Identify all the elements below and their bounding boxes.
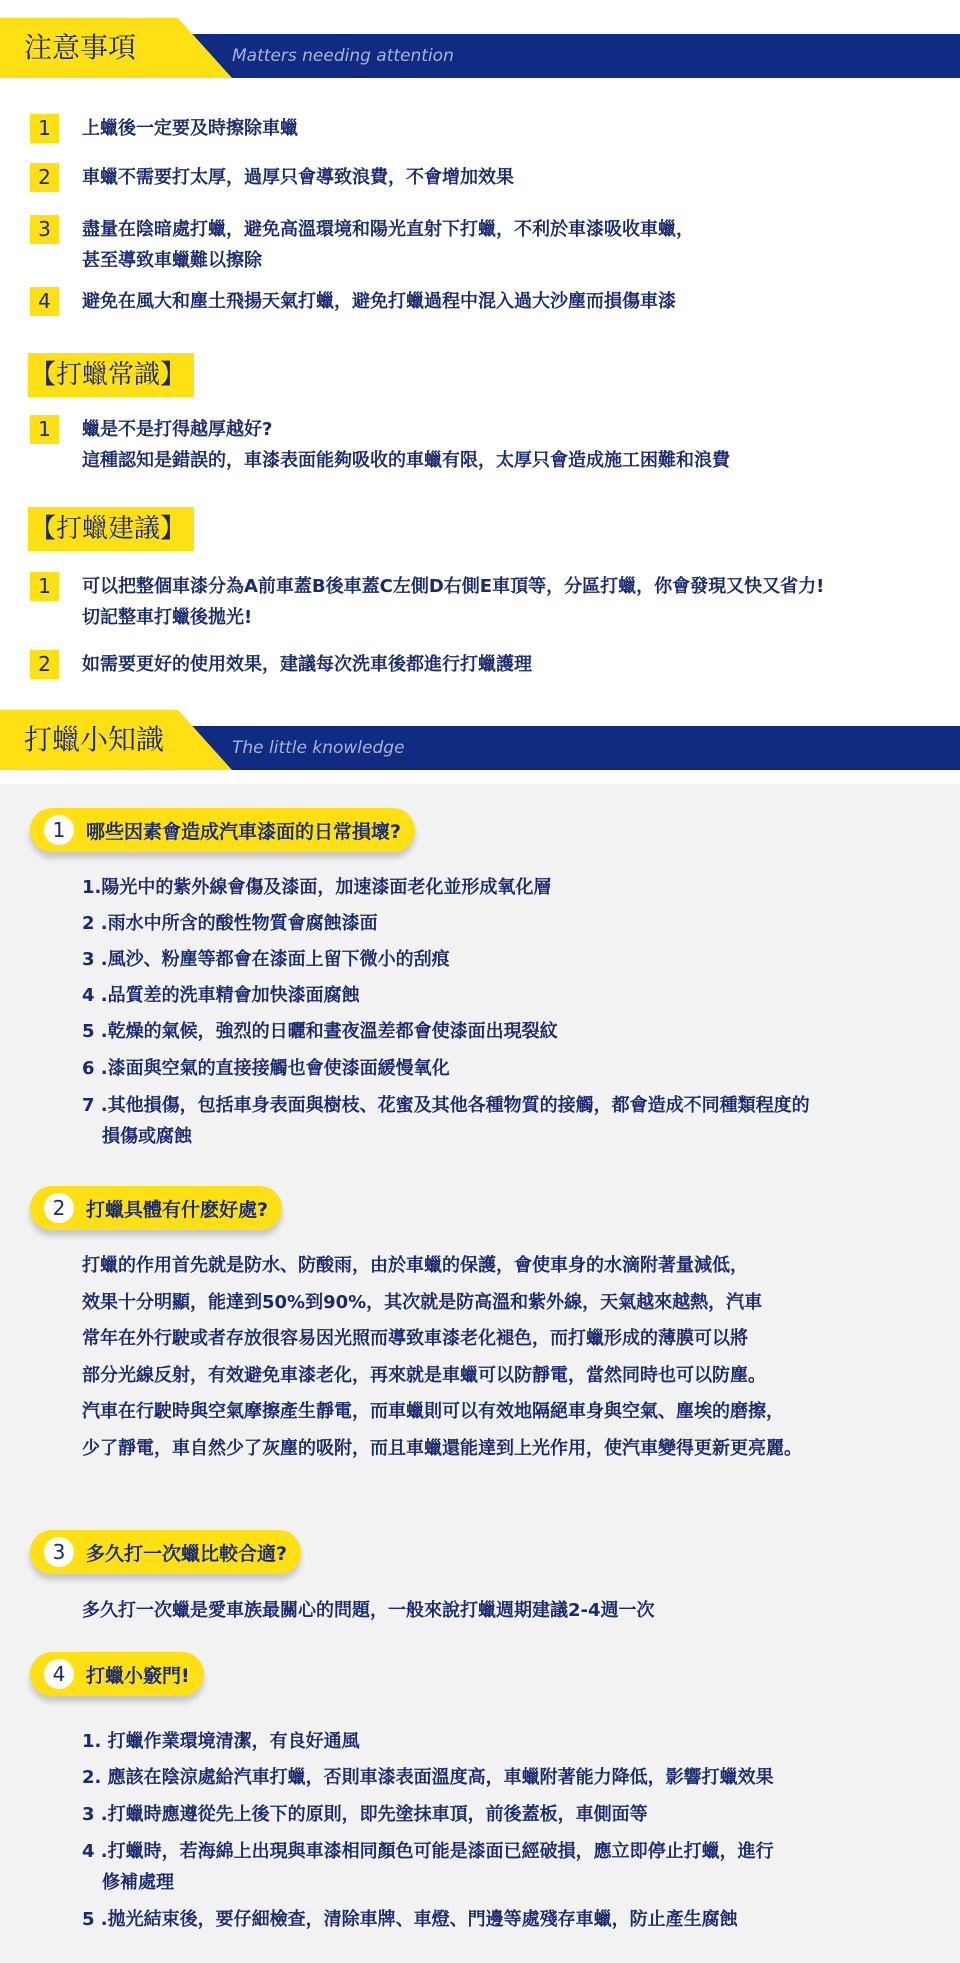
attention-item-3 xyxy=(82,214,952,276)
answer-line: 7 .其他損傷，包括車身表面與樹枝、花蜜及其他各種物質的接觸，都會造成不同種類程度的 xyxy=(82,1095,810,1116)
question-number: 3 xyxy=(44,1537,74,1567)
answer-line: 修補處理 xyxy=(102,1872,174,1893)
question-text: 哪些因素會造成汽車漆面的日常損壞? xyxy=(86,820,402,843)
answer-line: 3 .風沙、粉塵等都會在漆面上留下微小的刮痕 xyxy=(82,949,450,970)
answer-line: 多久打一次蠟是愛車族最關心的問題，一般來說打蠟週期建議2-4週一次 xyxy=(82,1600,655,1621)
answer-line: 2 .雨水中所含的酸性物質會腐蝕漆面 xyxy=(82,913,378,934)
answer-line: 少了靜電，車自然少了灰塵的吸附，而且車蠟還能達到上光作用，使汽車變得更新更亮麗。 xyxy=(82,1437,802,1459)
attention-item-1 xyxy=(82,113,952,144)
section-title: 注意事項 xyxy=(24,31,137,64)
question-text: 多久打一次蠟比較合適? xyxy=(86,1542,288,1565)
item-number: 2 xyxy=(30,163,59,192)
section-subtitle: The little knowledge xyxy=(232,738,405,758)
answer-line: 4 .打蠟時，若海綿上出現與車漆相同顏色可能是漆面已經破損，應立即停止打蠟，進行 xyxy=(82,1841,774,1862)
question-pill-2 xyxy=(30,1186,282,1230)
advice-item-1 xyxy=(82,571,952,633)
question-number: 4 xyxy=(44,1659,74,1689)
answer-line: 3 .打蠟時應遵從先上後下的原則，即先塗抹車頂，前後蓋板，車側面等 xyxy=(82,1804,648,1825)
common-knowledge-title: 【打蠟常識】 xyxy=(28,353,194,397)
item-line: 切記整車打蠟後拋光! xyxy=(82,607,253,628)
item-line: 這種認知是錯誤的，車漆表面能夠吸收的車蠟有限，太厚只會造成施工困難和浪費 xyxy=(82,450,730,471)
answer-line: 1. 打蠟作業環境清潔，有良好通風 xyxy=(82,1731,360,1752)
attention-item-2 xyxy=(82,162,952,193)
answer-line: 汽車在行駛時與空氣摩擦產生靜電，而車蠟則可以有效地隔絕車身與空氣、塵埃的磨擦， xyxy=(82,1401,784,1422)
question-number: 1 xyxy=(44,815,74,845)
item-line: 車蠟不需要打太厚，過厚只會導致浪費，不會增加效果 xyxy=(82,167,514,188)
item-number: 1 xyxy=(30,114,59,143)
answer-line: 2. 應該在陰涼處給汽車打蠟，否則車漆表面溫度高，車蠟附著能力降低，影響打蠟效果 xyxy=(82,1767,774,1788)
answer-line: 常年在外行駛或者存放很容易因光照而導致車漆老化褪色，而打蠟形成的薄膜可以將 xyxy=(82,1328,748,1349)
question-number: 2 xyxy=(44,1193,74,1223)
answer-line: 打蠟的作用首先就是防水、防酸雨，由於車蠟的保護，會使車身的水滴附著量減低， xyxy=(82,1255,748,1276)
answer-line: 4 .品質差的洗車精會加快漆面腐蝕 xyxy=(82,985,360,1006)
answer-line: 5 .乾燥的氣候，強烈的日曬和晝夜溫差都會使漆面出現裂紋 xyxy=(82,1021,558,1042)
attention-item-4 xyxy=(82,286,952,317)
item-line: 甚至導致車蠟難以擦除 xyxy=(82,250,262,271)
question-text: 打蠟具體有什麽好處? xyxy=(86,1198,269,1221)
answer-line: 部分光線反射，有效避免車漆老化，再來就是車蠟可以防靜電，當然同時也可以防塵。 xyxy=(82,1364,766,1386)
question-pill-4 xyxy=(30,1652,204,1696)
answer-line: 6 .漆面與空氣的直接接觸也會使漆面緩慢氧化 xyxy=(82,1058,450,1079)
item-number: 3 xyxy=(30,215,59,244)
item-number: 1 xyxy=(30,415,59,444)
section-subtitle: Matters needing attention xyxy=(232,46,454,66)
item-line: 避免在風大和塵土飛揚天氣打蠟，避免打蠟過程中混入過大沙塵而損傷車漆 xyxy=(82,291,676,312)
item-line: 如需要更好的使用效果，建議每次洗車後都進行打蠟護理 xyxy=(82,654,532,675)
item-number: 4 xyxy=(30,287,59,316)
item-line: 盡量在陰暗處打蠟，避免高溫環境和陽光直射下打蠟，不利於車漆吸收車蠟， xyxy=(82,219,694,240)
answer-paragraph xyxy=(82,1248,942,1467)
answer-line: 效果十分明顯，能達到50%到90%，其次就是防高溫和紫外線，天氣越來越熱，汽車 xyxy=(82,1291,763,1313)
common-item-1 xyxy=(82,414,952,476)
answer-line: 1.陽光中的紫外線會傷及漆面，加速漆面老化並形成氧化層 xyxy=(82,877,552,898)
question-pill-3 xyxy=(30,1530,301,1574)
item-line: 可以把整個車漆分為A前車蓋B後車蓋C左側D右側E車頂等，分區打蠟，你會發現又快又省力! xyxy=(82,576,825,597)
item-line: 上蠟後一定要及時擦除車蠟 xyxy=(82,118,298,139)
question-text: 打蠟小竅門! xyxy=(86,1664,190,1687)
advice-item-2 xyxy=(82,649,952,680)
item-number: 1 xyxy=(30,572,59,601)
answer-line: 損傷或腐蝕 xyxy=(102,1126,192,1147)
answer-line: 5 .拋光結束後，要仔細檢查，清除車牌、車燈、門邊等處殘存車蠟，防止產生腐蝕 xyxy=(82,1909,738,1930)
item-line: 蠟是不是打得越厚越好? xyxy=(82,419,273,440)
question-pill-1 xyxy=(30,808,415,852)
section-title: 打蠟小知識 xyxy=(24,723,165,756)
item-number: 2 xyxy=(30,650,59,679)
advice-title: 【打蠟建議】 xyxy=(28,507,194,551)
